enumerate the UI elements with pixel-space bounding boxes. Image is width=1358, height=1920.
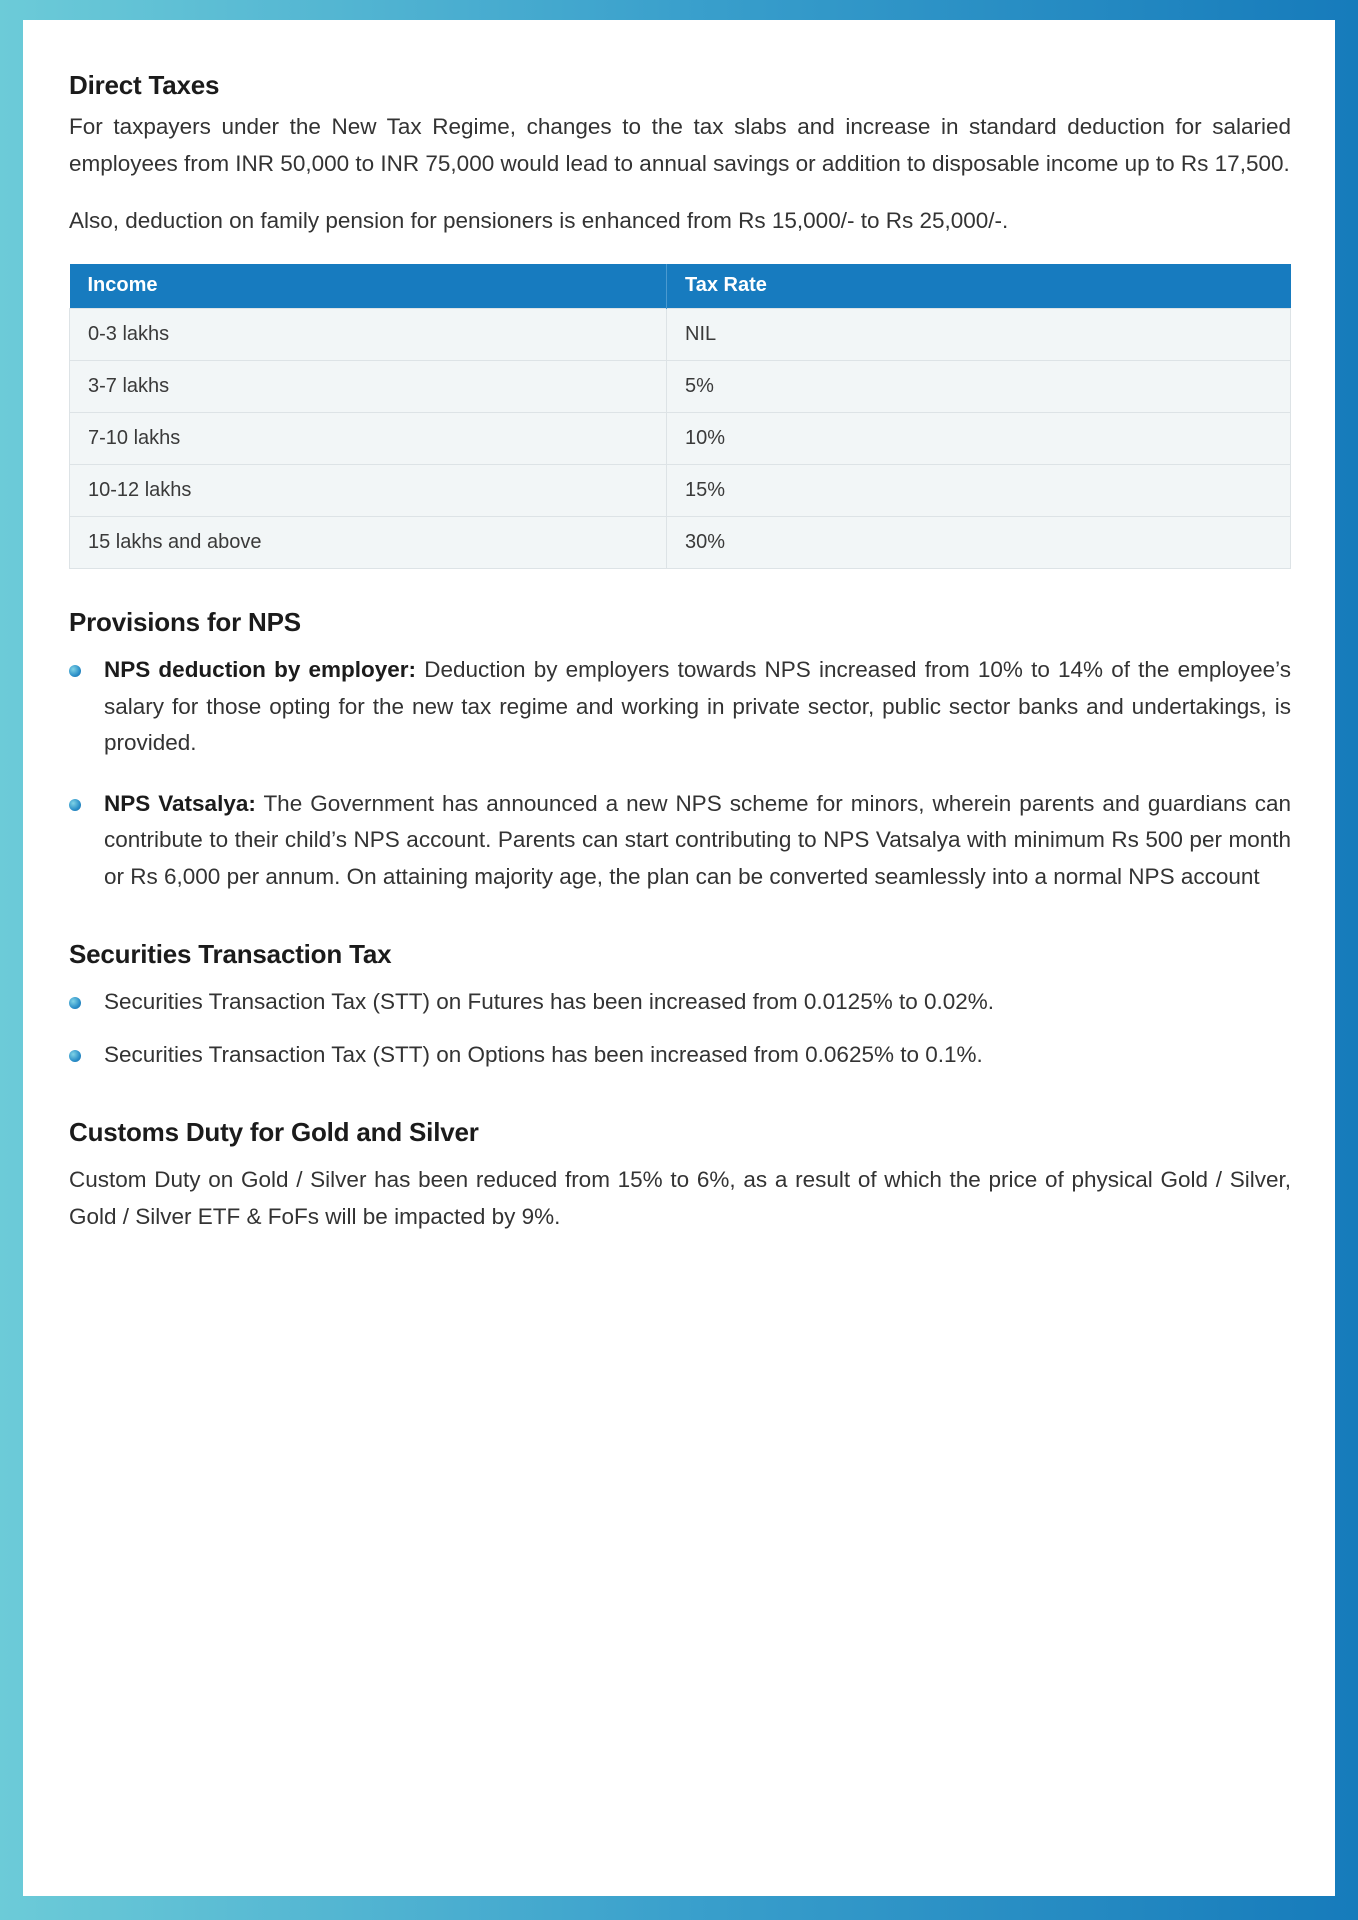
- direct-taxes-paragraph: For taxpayers under the New Tax Regime, changes to the tax slabs and increase in standard deduction for salaried employees from INR 50,000 to INR 75,000 would lead to annual savings or addition to disposable income up to Rs 17,500.: [69, 114, 1291, 176]
- stt-options-text: Securities Transaction Tax (STT) on Options has been increased from 0.0625% to 0.1%.: [104, 1041, 983, 1067]
- nps-vatsalya-text: The Government has announced a new NPS scheme for minors, wherein parents and guardians can contribute to their child’s NPS account. Parents can start contributing to NPS Vatsalya with minimum Rs 500 per month or Rs 6,000 per annum. On attaining majority age, the plan can be converted seamlessly into a normal NPS account: [104, 790, 1291, 889]
- tax-rate-cell: NIL: [667, 309, 1291, 361]
- customs-heading: Customs Duty for Gold and Silver: [69, 1117, 479, 1147]
- income-cell: 7-10 lakhs: [70, 413, 667, 465]
- table-header-row: [70, 264, 1291, 309]
- bullet-icon: [69, 799, 81, 811]
- tax-slab-table: [69, 264, 1291, 570]
- list-item: [69, 652, 1291, 762]
- nps-employer-lead: NPS deduction by employer:: [104, 657, 417, 682]
- stt-futures-text: Securities Transaction Tax (STT) on Futures has been increased from 0.0125% to 0.02%.: [104, 989, 995, 1014]
- stt-heading: Securities Transaction Tax: [69, 939, 392, 969]
- customs-paragraph: Custom Duty on Gold / Silver has been reduced from 15% to 6%, as a result of which the price of physical Gold / Silver, Gold / Silver ETF & FoFs will be impacted by 9%.: [69, 1167, 1291, 1229]
- tax-rate-cell: 5%: [667, 361, 1291, 413]
- list-item: [69, 984, 1291, 1021]
- income-column-header: Income: [70, 264, 667, 309]
- nps-list: [69, 652, 1291, 895]
- income-cell: 0-3 lakhs: [70, 309, 667, 361]
- tax-rate-cell: 15%: [667, 465, 1291, 517]
- tax-rate-cell: 30%: [667, 517, 1291, 569]
- bullet-icon: [69, 997, 81, 1009]
- page-content: [69, 20, 1291, 1235]
- income-cell: 15 lakhs and above: [70, 517, 667, 569]
- table-row: [70, 413, 1291, 465]
- table-row: [70, 309, 1291, 361]
- nps-employer-text: Deduction by employers towards NPS increased from 10% to 14% of the employee’s salary for those opting for the new tax regime and working in private sector, public sector banks and undertakings, is provided.: [104, 657, 1291, 755]
- table-row: [70, 517, 1291, 569]
- family-pension-paragraph: Also, deduction on family pension for pensioners is enhanced from Rs 15,000/- to Rs 25,000/-.: [69, 208, 1009, 233]
- list-item: [69, 786, 1291, 896]
- table-row: [70, 465, 1291, 517]
- income-cell: 3-7 lakhs: [70, 361, 667, 413]
- nps-heading: Provisions for NPS: [69, 607, 301, 637]
- stt-list: [69, 984, 1291, 1073]
- bullet-icon: [69, 665, 81, 677]
- tax-rate-cell: 10%: [667, 413, 1291, 465]
- income-cell: 10-12 lakhs: [70, 465, 667, 517]
- direct-taxes-heading: Direct Taxes: [69, 70, 220, 100]
- tax-rate-column-header: Tax Rate: [667, 264, 1291, 309]
- list-item: [69, 1037, 1291, 1074]
- table-row: [70, 361, 1291, 413]
- document-page: [23, 20, 1335, 1896]
- bullet-icon: [69, 1050, 81, 1062]
- nps-vatsalya-lead: NPS Vatsalya:: [104, 790, 256, 816]
